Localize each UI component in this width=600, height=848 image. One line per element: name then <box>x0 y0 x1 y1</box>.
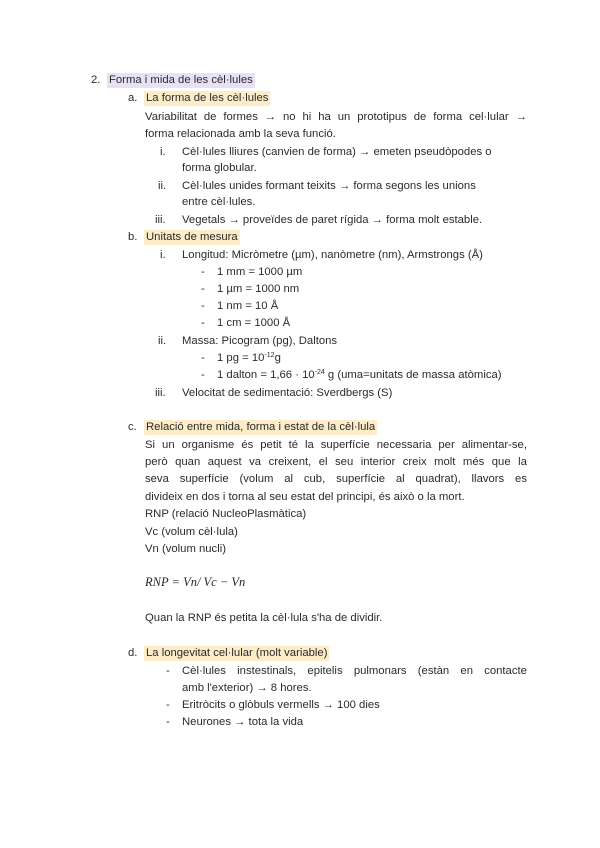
b-item-3-text: Velocitat de sedimentació: Sverdbergs (S) <box>182 387 393 399</box>
word: seu <box>335 456 354 468</box>
a-item-3-marker: iii. <box>155 214 166 226</box>
word: → <box>264 111 277 123</box>
dash-bullet: - <box>201 369 205 381</box>
word: → <box>515 111 527 123</box>
length-conversion: 1 cm = 1000 Å <box>217 317 291 329</box>
word: quan <box>175 456 201 468</box>
word: de <box>413 111 427 123</box>
c-paragraph-line-1 <box>145 438 527 453</box>
vn-definition: Vn (volum nucli) <box>145 543 226 555</box>
a-item-2-line-2: entre cèl·lules. <box>182 196 256 208</box>
subsection-b-title: Unitats de mesura <box>146 231 238 243</box>
mass-conversion-dalton: 1 dalton = $1,66 \cdot 10^{-24}$ g (uma=unitats de massa atòmica) <box>217 369 502 381</box>
subsection-a-marker: a. <box>128 92 138 104</box>
word: la <box>518 456 527 468</box>
a-intro-line-1 <box>145 110 527 125</box>
word: contacte <box>484 665 527 677</box>
dash-bullet: - <box>166 699 170 711</box>
d-item-1-line-1 <box>182 664 527 679</box>
word: el <box>318 456 328 468</box>
mass-conversion-pg: 1 pg = $10^{-12}g$ <box>217 352 281 364</box>
word: és <box>241 439 254 451</box>
length-conversion: 1 mm = 1000 µm <box>217 266 303 278</box>
word: petit <box>260 439 282 451</box>
a-item-1-line-2: forma globular. <box>182 162 257 174</box>
word: Si <box>145 439 156 451</box>
d-item-1-line-2: amb l'exterior) → 8 hores. <box>182 682 312 694</box>
rnp-definition: RNP (relació NucleoPlasmàtica) <box>145 508 307 520</box>
word: seva <box>145 473 169 485</box>
word: pulmonars <box>353 665 407 677</box>
word: per <box>438 439 455 451</box>
word: en <box>460 665 473 677</box>
word: ha <box>318 111 331 123</box>
word: superfície <box>320 439 370 451</box>
vc-definition: Vc (volum cèl·lula) <box>145 526 238 538</box>
word: més <box>462 456 485 468</box>
word: té <box>288 439 299 451</box>
word: superfície <box>179 473 229 485</box>
word: hi <box>302 111 312 123</box>
word: un <box>337 111 351 123</box>
word: va <box>249 456 262 468</box>
section-number: 2. <box>91 74 101 86</box>
a-intro-line-2: forma relacionada amb la seva funció. <box>145 128 336 140</box>
a-item-1-marker: i. <box>160 146 166 158</box>
word: un <box>162 439 175 451</box>
word: al <box>395 473 405 485</box>
word: (estàn <box>417 665 450 677</box>
dash-bullet: - <box>201 300 205 312</box>
word: quadrat), <box>415 473 461 485</box>
word: prototipus <box>357 111 407 123</box>
c-paragraph-line-3 <box>145 472 527 487</box>
word: interior <box>360 456 396 468</box>
word: alimentar-se, <box>461 439 527 451</box>
subsection-c-marker: c. <box>128 421 137 433</box>
word: es <box>515 473 527 485</box>
subsection-a-title: La forma de les cèl·lules <box>146 92 269 104</box>
dash-bullet: - <box>201 317 205 329</box>
dash-bullet: - <box>201 266 205 278</box>
word: de <box>203 111 217 123</box>
dash-bullet: - <box>201 283 205 295</box>
word: creix <box>402 456 427 468</box>
a-item-3-line-1: Vegetals → proveïdes de paret rígida → forma molt estable. <box>182 214 483 226</box>
word: llavors <box>471 473 505 485</box>
c-paragraph-line-4: divideix en dos i torna al seu estat del principi, és això o la mort. <box>145 491 465 503</box>
word: forma <box>433 111 463 123</box>
subsection-d-marker: d. <box>128 647 138 659</box>
length-conversion: 1 nm = 10 Å <box>217 300 279 312</box>
a-item-1-line-1: Cèl·lules lliures (canvien de forma) → emeten pseudòpodes o <box>182 146 492 158</box>
rnp-formula: RNP = Vn/ Vc − Vn <box>145 575 246 589</box>
word: creixent, <box>268 456 312 468</box>
a-item-2-line-1: Cèl·lules unides formant teixits → forma segons les unions <box>182 180 476 192</box>
dash-bullet: - <box>166 716 170 728</box>
b-item-3-marker: iii. <box>155 387 166 399</box>
b-item-1-text: Longitud: Micròmetre (µm), nanòmetre (nm), Armstrongs (Å) <box>182 249 483 261</box>
word: Cèl·lules <box>182 665 226 677</box>
word: superfície <box>336 473 386 485</box>
word: Variabilitat <box>145 111 197 123</box>
b-item-1-marker: i. <box>160 249 166 261</box>
word: epitelis <box>307 665 343 677</box>
word: però <box>145 456 168 468</box>
c-paragraph-line-2 <box>145 455 527 470</box>
c-conclusion: Quan la RNP és petita la cèl·lula s'ha de dividir. <box>145 612 383 624</box>
subsection-c-title: Relació entre mida, forma i estat de la cèl·lula <box>146 421 376 433</box>
word: no <box>283 111 296 123</box>
dash-bullet: - <box>166 665 170 677</box>
word: cel·lular <box>469 111 509 123</box>
word: aquest <box>207 456 242 468</box>
word: al <box>284 473 294 485</box>
word: instestinals, <box>237 665 297 677</box>
word: (volum <box>239 473 274 485</box>
word: que <box>491 456 511 468</box>
section-title: Forma i mida de les cèl·lules <box>109 74 253 86</box>
dash-bullet: - <box>201 352 205 364</box>
d-item-2: Eritròcits o glòbuls vermells → 100 dies <box>182 699 380 711</box>
length-conversion: 1 µm = 1000 nm <box>217 283 300 295</box>
word: molt <box>434 456 456 468</box>
b-item-2-marker: ii. <box>158 335 167 347</box>
word: necessaria <box>376 439 432 451</box>
word: formes <box>223 111 258 123</box>
a-item-2-marker: ii. <box>158 180 167 192</box>
subsection-d-title: La longevitat cel·lular (molt variable) <box>146 647 328 659</box>
word: cub, <box>303 473 326 485</box>
d-item-3: Neurones → tota la vida <box>182 716 304 728</box>
b-item-2-text: Massa: Picogram (pg), Daltons <box>182 335 338 347</box>
word: la <box>305 439 314 451</box>
subsection-b-marker: b. <box>128 231 138 243</box>
word: organisme <box>181 439 235 451</box>
